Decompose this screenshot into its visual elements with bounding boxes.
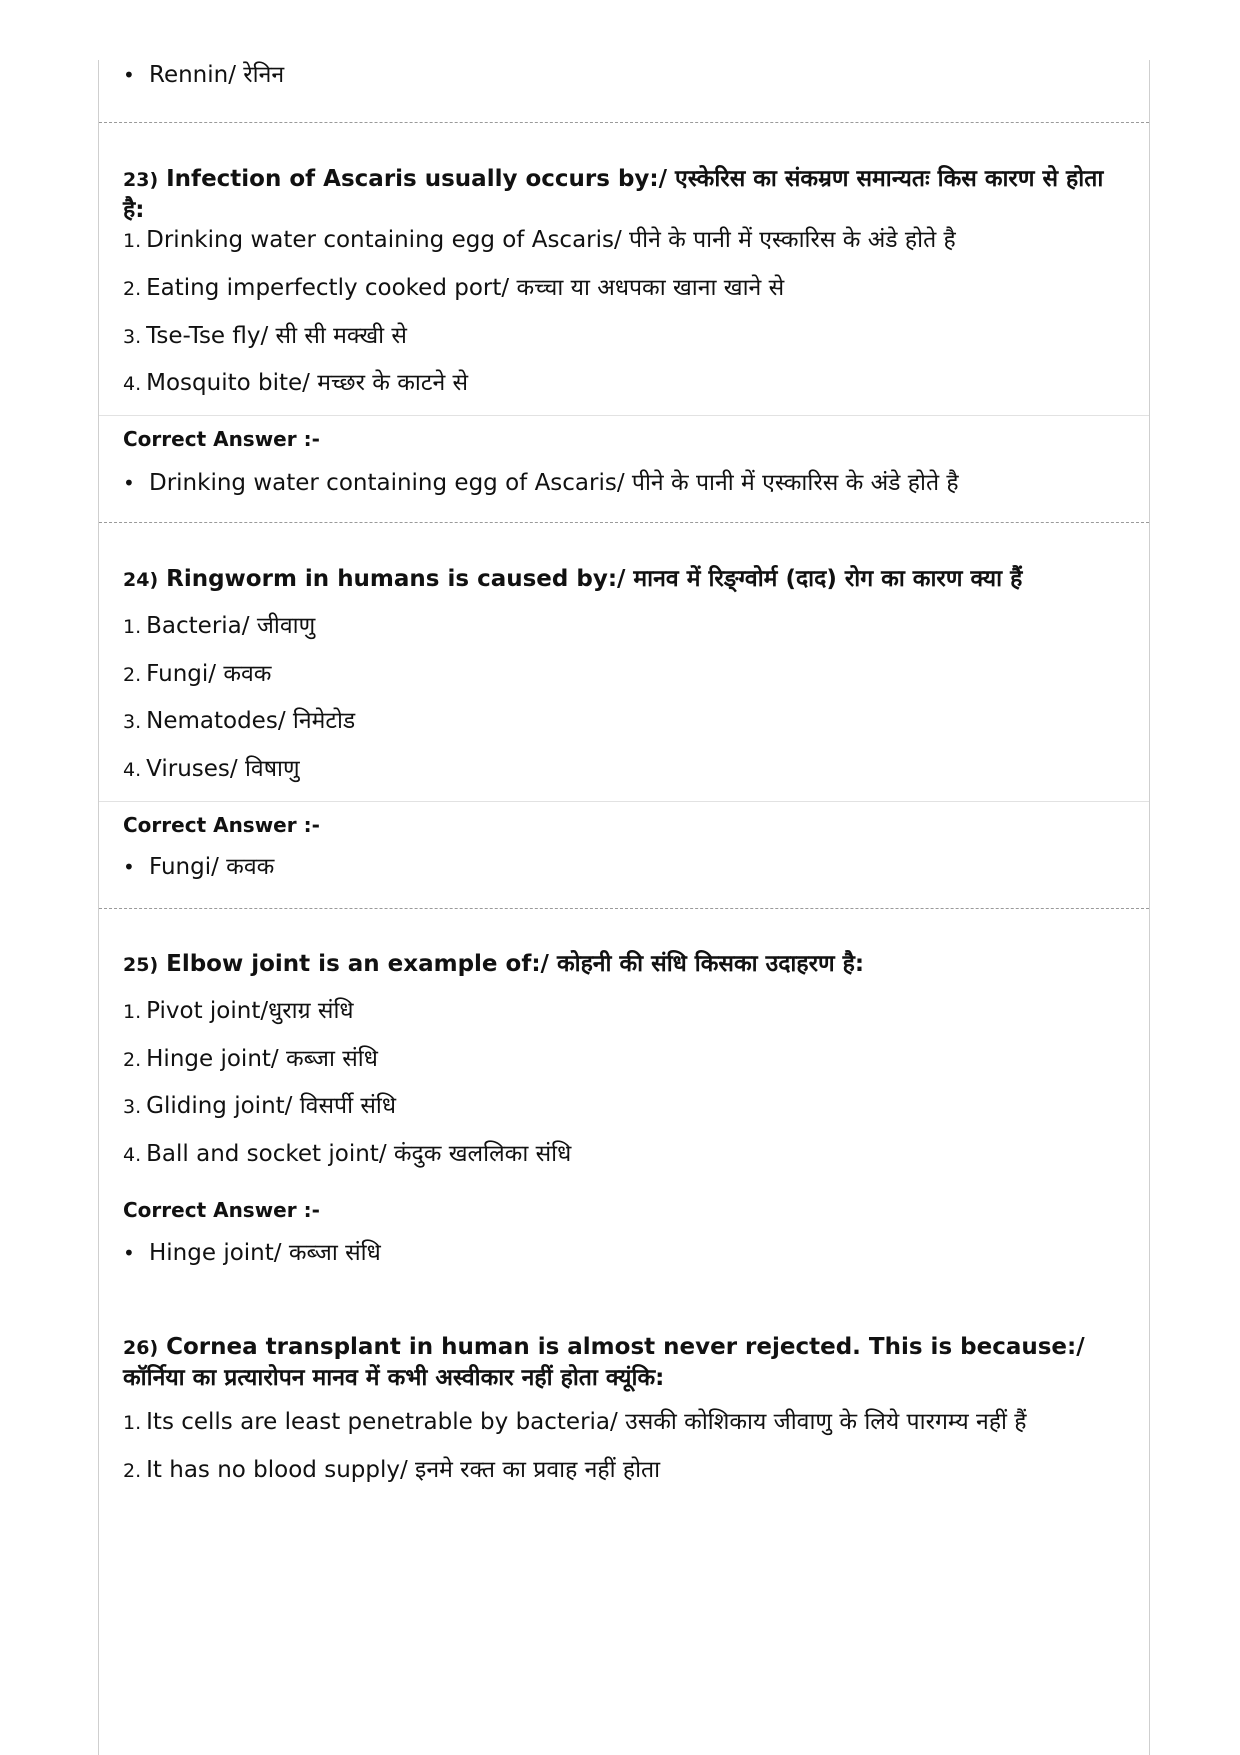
correct-answer-label: Correct Answer :- xyxy=(123,813,320,837)
separator xyxy=(99,522,1149,523)
question-number: 25) xyxy=(123,954,159,976)
correct-answer: • Fungi/ कवक xyxy=(149,852,274,882)
correct-answer: • Hinge joint/ कब्जा संधि xyxy=(149,1238,381,1268)
question-number: 24) xyxy=(123,569,159,591)
separator xyxy=(99,908,1149,909)
page-frame xyxy=(98,60,1150,1755)
option-1: 1. Bacteria/ जीवाणु xyxy=(123,613,316,639)
option-2: 2. Eating imperfectly cooked port/ कच्चा या अधपका खाना खाने से xyxy=(123,275,785,301)
question-number: 23) xyxy=(123,169,159,191)
option-1: 1. Pivot joint/धुराग्र संधि xyxy=(123,998,354,1024)
option-2: 2. It has no blood supply/ इनमे रक्त का प्रवाह नहीं होता xyxy=(123,1457,661,1483)
option-4: 4. Mosquito bite/ मच्छर के काटने से xyxy=(123,370,469,396)
option-4: 4. Viruses/ विषाणु xyxy=(123,756,300,782)
option-3: 3. Gliding joint/ विसर्पी संधि xyxy=(123,1093,397,1119)
divider xyxy=(99,801,1149,802)
option-3: 3. Tse-Tse fly/ सी सी मक्खी से xyxy=(123,323,407,349)
option-2: 2. Hinge joint/ कब्जा संधि xyxy=(123,1046,378,1072)
question-23-title xyxy=(123,164,1123,225)
question-text: Ringworm in humans is caused by:/ मानव में रिङ्ग्वोर्म (दाद) रोग का कारण क्या हैं xyxy=(166,566,1023,592)
correct-answer-label: Correct Answer :- xyxy=(123,1198,320,1222)
question-number: 26) xyxy=(123,1337,159,1359)
question-26-title xyxy=(123,1332,1123,1393)
option-1: 1. Drinking water containing egg of Ascaris/ पीने के पानी में एस्कारिस के अंडे होते है xyxy=(123,227,956,253)
question-25-title xyxy=(123,949,1123,980)
question-text: Elbow joint is an example of:/ कोहनी की संधि किसका उदाहरण है: xyxy=(166,951,865,977)
separator xyxy=(99,122,1149,123)
option-3: 3. Nematodes/ निमेटोड xyxy=(123,708,356,734)
correct-answer: • Drinking water containing egg of Ascaris/ पीने के पानी में एस्कारिस के अंडे होते है xyxy=(149,468,959,498)
option-1: 1. Its cells are least penetrable by bacteria/ उसकी कोशिकाय जीवाणु के लिये पारगम्य नहीं हैं xyxy=(123,1409,1027,1435)
option-4: 4. Ball and socket joint/ कंदुक खललिका संधि xyxy=(123,1141,572,1167)
correct-answer-label: Correct Answer :- xyxy=(123,427,320,451)
question-24-title xyxy=(123,564,1123,595)
divider xyxy=(99,415,1149,416)
question-text: Infection of Ascaris usually occurs by:/ एस्केरिस का संकम्रण समान्यतः किस कारण से होता है: xyxy=(123,166,1104,223)
prev-correct-answer: • Rennin/ रेनिन xyxy=(149,60,284,90)
option-2: 2. Fungi/ कवक xyxy=(123,661,272,687)
question-text: Cornea transplant in human is almost never rejected. This is because:/ कॉर्निया का प्रत्यारोपन मानव में कभी अस्वीकार नहीं होता क्यूंकि: xyxy=(123,1334,1085,1391)
